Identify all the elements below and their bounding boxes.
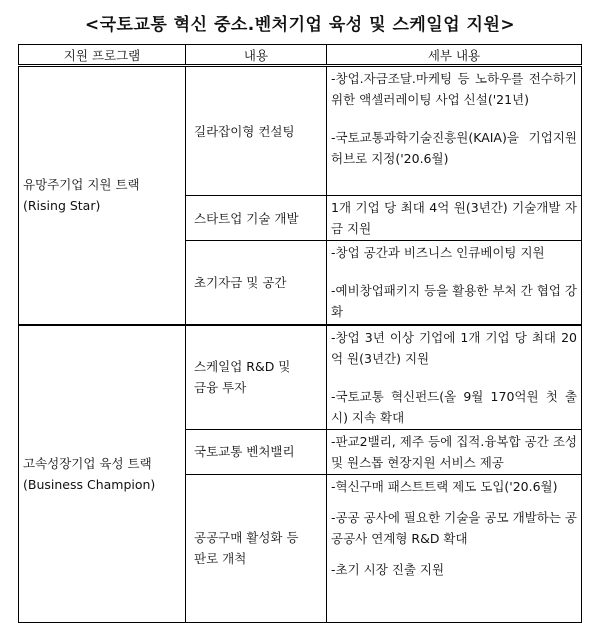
detail-item: -혁신구매 패스트트랙 제도 도입('20.6월)	[331, 478, 558, 494]
content-initial-fund: 초기자금 및 공간	[186, 241, 327, 325]
detail-item: -창업 3년 이상 기업에 1개 기업 당 최대 20억 원(3년간) 지원	[331, 329, 577, 366]
content-consulting: 길라잡이형 컨설팅	[186, 66, 327, 196]
track-business-champion	[19, 325, 186, 623]
content-line: 판로 개척	[194, 551, 247, 566]
content-line: 스케일업 R&D 및	[194, 359, 291, 374]
support-program-table	[18, 44, 582, 623]
track-name-en: (Rising Star)	[23, 198, 101, 214]
detail-consulting	[327, 66, 582, 196]
content-line: 공공구매 활성화 등	[194, 530, 299, 545]
header-program: 지원 프로그램	[19, 45, 186, 66]
track-name: 고속성장기업 육성 트랙	[23, 455, 152, 471]
content-venture-valley: 국토교통 벤처밸리	[186, 429, 327, 474]
detail-item: -창업 공간과 비즈니스 인큐베이팅 지원	[331, 245, 545, 260]
page-title: <국토교통 혁신 중소.벤처기업 육성 및 스케일업 지원>	[84, 15, 516, 35]
detail-public-procurement	[327, 474, 582, 622]
content-public-procurement	[186, 474, 327, 622]
table-header-row	[19, 45, 582, 66]
content-startup-rnd: 스타트업 기술 개발	[186, 196, 327, 241]
table-row	[19, 325, 582, 430]
detail-item: -국토교통 혁신펀드(올 9월 170억원 첫 출시) 지속 확대	[331, 388, 577, 425]
track-name-en: (Business Champion)	[23, 476, 156, 492]
content-line: 금융 투자	[194, 380, 247, 395]
table-row	[19, 66, 582, 196]
header-details: 세부 내용	[327, 45, 582, 66]
detail-item: -초기 시장 진출 지원	[331, 561, 445, 577]
detail-item: -창업.자금조달.마케팅 등 노하우를 전수하기 위한 액셀러레이팅 사업 신설('21년)	[331, 71, 577, 107]
detail-initial-fund	[327, 241, 582, 325]
detail-item: -판교2밸리, 제주 등에 집적.융복합 공간 조성 및 원스톱 현장지원 서비스 제공	[331, 433, 577, 470]
detail-scaleup	[327, 325, 582, 430]
track-rising-star	[19, 66, 186, 325]
detail-startup-rnd	[327, 196, 582, 241]
detail-item: -공공 공사에 필요한 기술을 공모 개발하는 공공공사 연계형 R&D 확대	[331, 509, 577, 546]
track-name: 유망주기업 지원 트랙	[23, 177, 140, 193]
detail-item: 1개 기업 당 최대 4억 원(3년간) 기술개발 자금 지원	[331, 200, 577, 236]
content-scaleup	[186, 325, 327, 430]
header-content: 내용	[186, 45, 327, 66]
detail-item: -예비창업패키지 등을 활용한 부처 간 협업 강화	[331, 283, 577, 319]
detail-venture-valley	[327, 429, 582, 474]
detail-item: -국토교통과학기술진흥원(KAIA)을 기업지원허브로 지정('20.6월)	[331, 130, 577, 166]
